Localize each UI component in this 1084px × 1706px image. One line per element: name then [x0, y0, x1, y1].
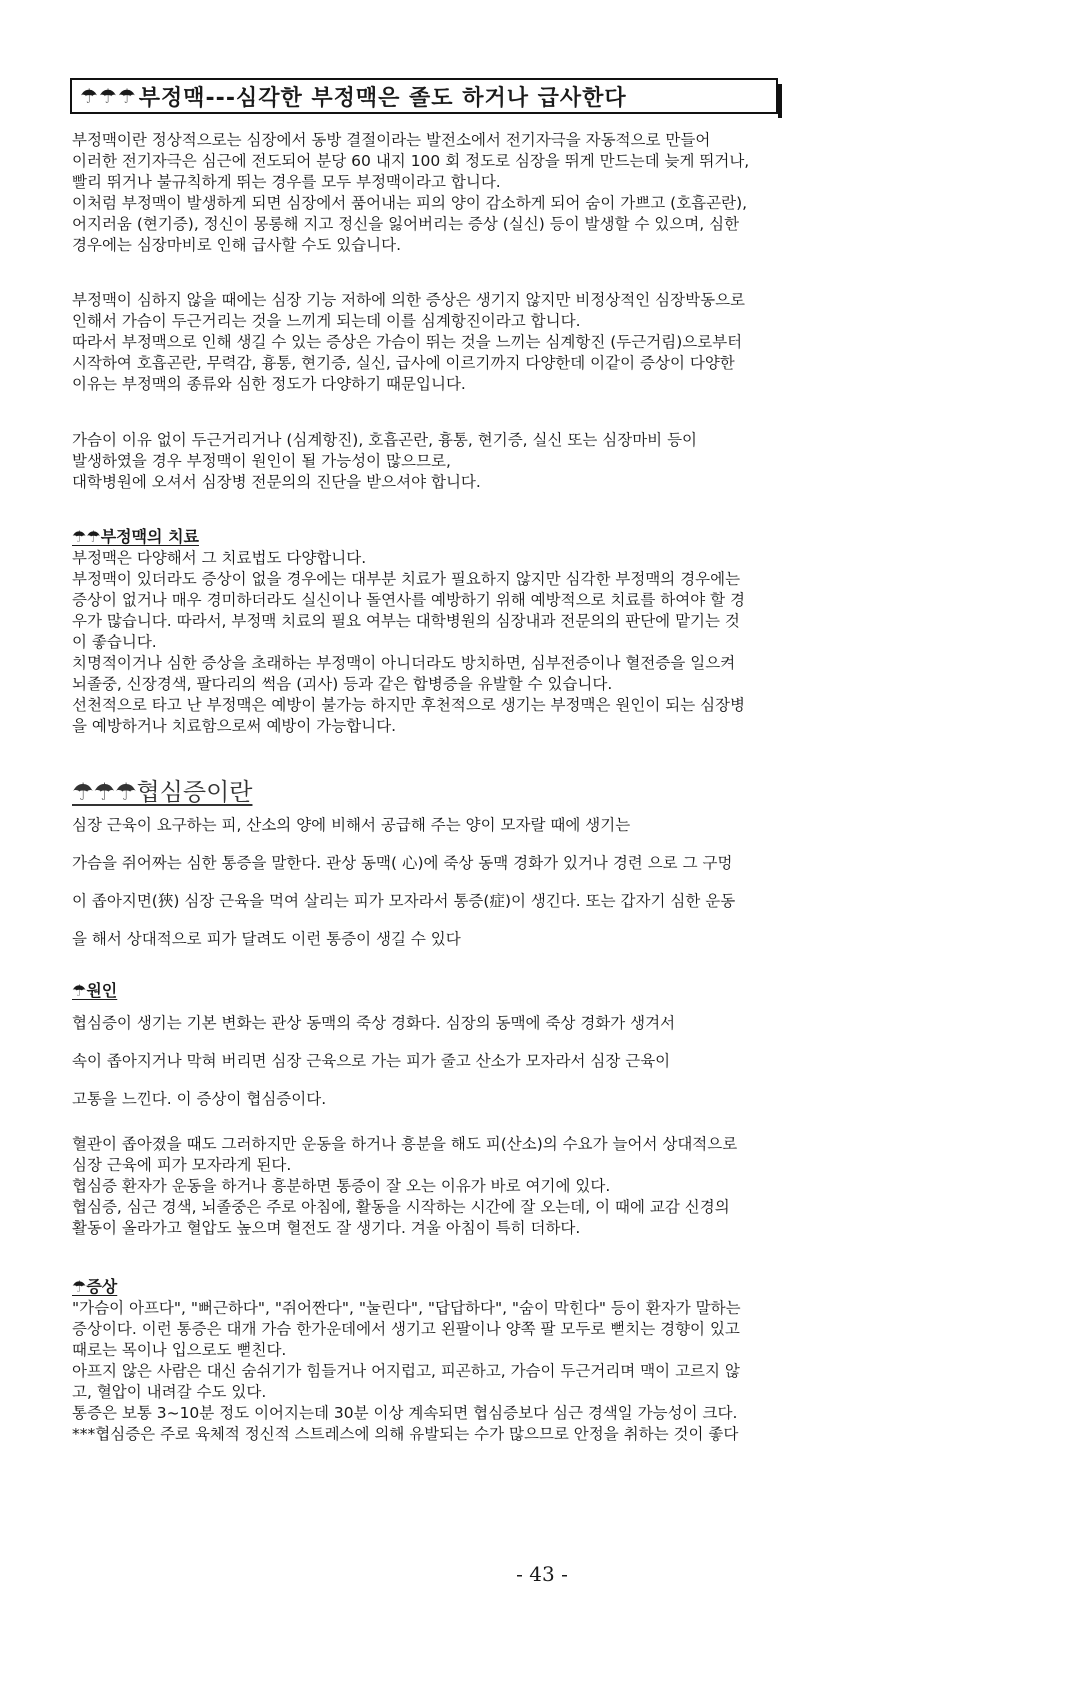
text-line: 이처럼 부정맥이 발생하게 되면 심장에서 품어내는 피의 양이 감소하게 되어 숨이 가쁘고 (호흡곤란), [72, 194, 748, 212]
text-line: 심장 근육이 요구하는 피, 산소의 양에 비해서 공급해 주는 양이 모자랄 때에 생기는 [72, 816, 631, 834]
text-line: 증상이 없거나 매우 경미하더라도 실신이나 돌연사를 예방하기 위해 예방적으로 치료를 하여야 할 경 [72, 591, 746, 609]
text-line: 심장 근육에 피가 모자라게 된다. [72, 1156, 292, 1174]
text-line: 통증은 보통 3~10분 정도 이어지는데 30분 이상 계속되면 협심증보다 심근 경색일 가능성이 크다. [72, 1404, 738, 1422]
text-line: 발생하였을 경우 부정맥이 원인이 될 가능성이 많으므로, [72, 452, 451, 470]
text-line: 고통을 느낀다. 이 증상이 협심증이다. [72, 1090, 327, 1108]
text-line: 선천적으로 타고 난 부정맥은 예방이 불가능 하지만 후천적으로 생기는 부정맥은 원인이 되는 심장병 [72, 696, 746, 714]
umbrella-icons: ☂☂☂ [80, 84, 137, 108]
text-line: 을 해서 상대적으로 피가 달려도 이런 통증이 생길 수 있다 [72, 930, 461, 948]
text-line: 어지러움 (현기증), 정신이 몽롱해 지고 정신을 잃어버리는 증상 (실신) 등이 발생할 수 있으며, 심한 [72, 215, 740, 233]
text-line: 인해서 가슴이 두근거리는 것을 느끼게 되는데 이를 심계항진이라고 합니다. [72, 312, 581, 330]
text-line: 우가 많습니다. 따라서, 부정맥 치료의 필요 여부는 대학병원의 심장내과 전문의의 판단에 맡기는 것 [72, 612, 740, 630]
text-line: 협심증 환자가 운동을 하거나 흥분하면 통증이 잘 오는 이유가 바로 여기에 있다. [72, 1177, 611, 1195]
paragraph-treatment [72, 548, 972, 737]
text-line: 이 좋습니다. [72, 633, 157, 651]
text-line: 부정맥이란 정상적으로는 심장에서 동방 결절이라는 발전소에서 전기자극을 자동적으로 만들어 [72, 131, 711, 149]
paragraph-diagnosis [72, 430, 972, 493]
text-line: 속이 좁아지거나 막혀 버리면 심장 근육으로 가는 피가 줄고 산소가 모자라서 심장 근육이 [72, 1052, 671, 1070]
page-number: - 43 - [516, 1562, 568, 1586]
text-line: 대학병원에 오셔서 심장병 전문의의 진단을 받으셔야 합니다. [72, 473, 481, 491]
text-line: 혈관이 좁아졌을 때도 그러하지만 운동을 하거나 흥분을 해도 피(산소)의 수요가 늘어서 상대적으로 [72, 1135, 738, 1153]
main-heading-title: 부정맥---심각한 부정맥은 졸도 하거나 급사한다 [138, 85, 627, 111]
text-line: 치명적이거나 심한 증상을 초래하는 부정맥이 아니더라도 방치하면, 심부전증이나 혈전증을 일으켜 [72, 654, 736, 672]
text-line: 가슴이 이유 없이 두근거리거나 (심계항진), 호흡곤란, 흉통, 현기증, 실신 또는 심장마비 등이 [72, 431, 698, 449]
cause-heading: ☂원인 [72, 981, 118, 1000]
paragraph-symptom [72, 1298, 972, 1445]
text-line: 협심증이 생기는 기본 변화는 관상 동맥의 죽상 경화다. 심장의 동맥에 죽상 경화가 생겨서 [72, 1014, 676, 1032]
paragraph-angina [72, 806, 972, 958]
text-line: 부정맥이 심하지 않을 때에는 심장 기능 저하에 의한 증상은 생기지 않지만 비정상적인 심장박동으로 [72, 291, 746, 309]
text-line: 때로는 목이나 입으로도 뻗친다. [72, 1341, 287, 1359]
symptom-heading: ☂증상 [72, 1277, 118, 1296]
text-line: ***협심증은 주로 육체적 정신적 스트레스에 의해 유발되는 수가 많으므로 안정을 취하는 것이 좋다 [72, 1425, 739, 1443]
treatment-heading: ☂☂부정맥의 치료 [72, 527, 199, 546]
text-line: 따라서 부정맥으로 인해 생길 수 있는 증상은 가슴이 뛰는 것을 느끼는 심계항진 (두근거림)으로부터 [72, 333, 743, 351]
text-line: 빨리 뛰거나 불규칙하게 뛰는 경우를 모두 부정맥이라고 합니다. [72, 173, 501, 191]
text-line: 을 예방하거나 치료함으로써 예방이 가능합니다. [72, 717, 397, 735]
text-line: 경우에는 심장마비로 인해 급사할 수도 있습니다. [72, 236, 402, 254]
angina-heading: ☂☂☂협심증이란 [72, 778, 253, 806]
paragraph-palpitation [72, 290, 972, 395]
paragraph-cause-detail [72, 1134, 972, 1239]
text-line: 이유는 부정맥의 종류와 심한 정도가 다양하기 때문입니다. [72, 375, 466, 393]
text-line: "가슴이 아프다", "뻐근하다", "쥐어짠다", "눌린다", "답답하다", "숨이 막힌다" 등이 환자가 말하는 [72, 1299, 741, 1317]
text-line: 활동이 올라가고 혈압도 높으며 혈전도 잘 생기다. 겨울 아침이 특히 더하다. [72, 1219, 581, 1237]
text-line: 시작하여 호흡곤란, 무력감, 흉통, 현기증, 실신, 급사에 이르기까지 다양한데 이같이 증상이 다양한 [72, 354, 735, 372]
text-line: 아프지 않은 사람은 대신 숨쉬기가 힘들거나 어지럽고, 피곤하고, 가슴이 두근거리며 맥이 고르지 않 [72, 1362, 740, 1380]
text-line: 이러한 전기자극은 심근에 전도되어 분당 60 내지 100 회 정도로 심장을 뛰게 만드는데 늦게 뛰거나, [72, 152, 750, 170]
text-line: 가슴을 쥐어짜는 심한 통증을 말한다. 관상 동맥( 心)에 죽상 동맥 경화가 있거나 경련 으로 그 구멍 [72, 854, 733, 872]
text-line: 뇌졸중, 신장경색, 팔다리의 썩음 (괴사) 등과 같은 합병증을 유발할 수 있습니다. [72, 675, 613, 693]
text-line: 이 좁아지면(狹) 심장 근육을 먹여 살리는 피가 모자라서 통증(症)이 생긴다. 또는 갑자기 심한 운동 [72, 892, 736, 910]
text-line: 고, 혈압이 내려갈 수도 있다. [72, 1383, 267, 1401]
paragraph-cause [72, 1004, 972, 1118]
text-line: 협심증, 심근 경색, 뇌졸중은 주로 아침에, 활동을 시작하는 시간에 잘 오는데, 이 때에 교감 신경의 [72, 1198, 730, 1216]
text-line: 부정맥은 다양해서 그 치료법도 다양합니다. [72, 549, 367, 567]
paragraph-definition [72, 130, 972, 256]
main-heading [70, 78, 778, 114]
text-line: 증상이다. 이런 통증은 대개 가슴 한가운데에서 생기고 왼팔이나 양쪽 팔 모두로 뻗치는 경향이 있고 [72, 1320, 740, 1338]
text-line: 부정맥이 있더라도 증상이 없을 경우에는 대부분 치료가 필요하지 않지만 심각한 부정맥의 경우에는 [72, 570, 741, 588]
